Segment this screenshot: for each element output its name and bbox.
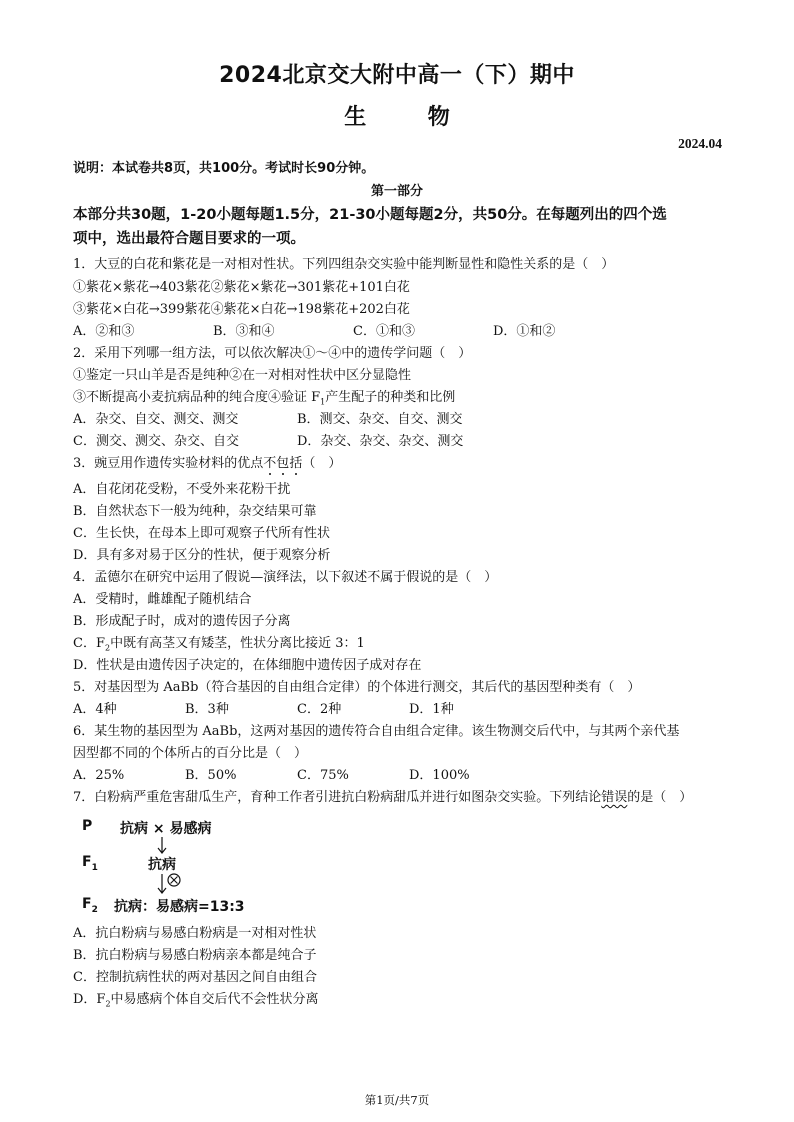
diagram-f1-value: 抗病 — [148, 857, 176, 873]
q2-line-3-sub: 1 — [320, 397, 326, 407]
q2-option-c: C．测交、测交、杂交、自交 — [73, 434, 239, 449]
subject-char-2: 物 — [427, 105, 450, 130]
q4-option-d: D．性状是由遗传因子决定的，在体细胞中遗传因子成对存在 — [73, 658, 422, 673]
q5-options — [73, 701, 454, 719]
q3-stem-emphasis — [263, 456, 302, 471]
q6-option-c: C．75% — [297, 768, 349, 783]
q7-option-d-post: 中易感病个体自交后代不会性状分离 — [110, 992, 319, 1007]
exam-title: 2024北京交大附中高一（下）期中 — [219, 63, 575, 88]
q3-stem-pre: 3．豌豆用作遗传实验材料的优点 — [73, 456, 264, 471]
arrow-down-icon — [155, 837, 169, 855]
q3-stem-post: （ ） — [302, 456, 342, 471]
q2-options-row-1 — [73, 411, 463, 429]
exam-date: 2024.04 — [678, 136, 722, 151]
diagram-f2-letter: F — [82, 896, 92, 912]
q5-option-c: C．2种 — [297, 702, 342, 717]
q4-option-c-post: 中既有高茎又有矮茎，性状分离比接近 3：1 — [110, 636, 365, 651]
q1-option-d: D．①和② — [493, 324, 556, 339]
q4-option-a: A．受精时，雌雄配子随机结合 — [73, 592, 252, 607]
instructions: 说明：本试卷共8页，共100分。考试时长90分钟。 — [73, 161, 375, 176]
q1-option-a: A．②和③ — [73, 324, 135, 339]
q7-option-c: C．控制抗病性状的两对基因之间自由组合 — [73, 970, 317, 985]
q7-option-a: A．抗白粉病与易感白粉病是一对相对性状 — [73, 926, 317, 941]
q3-option-b: B．自然状态下一般为纯种，杂交结果可靠 — [73, 504, 317, 519]
q7-option-d — [73, 991, 319, 1014]
q2-line-3-post: 产生配子的种类和比例 — [325, 390, 456, 405]
q4-option-c — [73, 635, 365, 658]
q7-stem-pre: 7．白粉病严重危害甜瓜生产，育种工作者引进抗白粉病甜瓜并进行如图杂交实验。下列结论 — [73, 790, 602, 805]
q4-option-b: B．形成配子时，成对的遗传因子分离 — [73, 614, 291, 629]
subject-title — [0, 100, 794, 131]
diagram-p-cross: 抗病 × 易感病 — [120, 821, 212, 837]
diagram-f1-letter: F — [82, 854, 92, 870]
part-title: 第一部分 — [370, 184, 423, 199]
q4-option-c-pre: C．F — [73, 636, 105, 651]
q6-stem-line-1: 6．某生物的基因型为 AaBb，这两对基因的遗传符合自由组合定律。该生物测交后代中，与其两个亲代基 — [73, 724, 680, 739]
diagram-f1-label — [82, 854, 98, 873]
q1-option-b: B．③和④ — [213, 324, 275, 339]
q3-emphasis-char: 不 — [263, 456, 277, 471]
q3-emphasis-char: 包 — [276, 456, 290, 471]
q5-stem: 5．对基因型为 AaBb（符合基因的自由组合定律）的个体进行测交，其后代的基因型种类有（ ） — [73, 680, 641, 695]
q6-option-d: D．100% — [409, 768, 470, 783]
diagram-p-label: P — [82, 818, 93, 834]
q2-line-2: ①鉴定一只山羊是否是纯种②在一对相对性状中区分显隐性 — [73, 368, 412, 383]
q4-option-c-sub: 2 — [104, 643, 111, 653]
q2-option-d: D．杂交、杂交、杂交、测交 — [297, 434, 464, 449]
q5-option-d: D．1种 — [409, 702, 454, 717]
q6-options — [73, 767, 470, 785]
q1-line-2: ①紫花×紫花→403紫花②紫花×紫花→301紫花+101白花 — [73, 280, 410, 295]
diagram-f2-label — [82, 896, 98, 915]
q3-option-d: D．具有多对易于区分的性状，便于观察分析 — [73, 548, 331, 563]
part-intro-line-2: 项中，选出最符合题目要求的一项。 — [73, 231, 305, 247]
q1-stem: 1．大豆的白花和紫花是一对相对性状。下列四组杂交实验中能判断显性和隐性关系的是（ ） — [73, 257, 615, 272]
q2-option-a: A．杂交、自交、测交、测交 — [73, 412, 239, 427]
q2-stem: 2．采用下列哪一组方法，可以依次解决①～④中的遗传学问题（ ） — [73, 346, 472, 361]
page-footer: 第1页/共7页 — [364, 1093, 430, 1107]
diagram-f2-sub: 2 — [91, 904, 98, 915]
q6-option-b: B．50% — [185, 768, 237, 783]
q7-option-b: B．抗白粉病与易感白粉病亲本都是纯合子 — [73, 948, 317, 963]
q2-line-3-pre: ③不断提高小麦抗病品种的纯合度④验证 F — [73, 390, 321, 405]
q6-option-a: A．25% — [73, 768, 125, 783]
q6-stem-line-2: 因型都不同的个体所占的百分比是（ ） — [73, 746, 308, 761]
q1-line-3: ③紫花×白花→399紫花④紫花×白花→198紫花+202白花 — [73, 302, 410, 317]
q2-options-row-2 — [73, 433, 463, 451]
q7-stem — [73, 789, 692, 807]
q1-options — [73, 323, 555, 341]
q7-stem-post: 的是（ ） — [627, 790, 693, 805]
q5-option-a: A．4种 — [73, 702, 117, 717]
q3-stem — [73, 455, 341, 473]
q5-option-b: B．3种 — [185, 702, 229, 717]
q3-option-a: A．自花闭花受粉，不受外来花粉干扰 — [73, 482, 291, 497]
part-intro-line-1: 本部分共30题，1-20小题每题1.5分，21-30小题每题2分，共50分。在每题列出的四个选 — [73, 207, 667, 223]
diagram-f1-sub: 1 — [91, 862, 98, 873]
q7-option-d-sub: 2 — [105, 999, 111, 1009]
q2-line-3 — [73, 389, 455, 412]
cross-diagram — [82, 814, 302, 920]
q1-option-c: C．①和③ — [353, 324, 415, 339]
subject-char-1: 生 — [344, 105, 367, 130]
q7-option-d-pre: D．F — [73, 992, 106, 1007]
q3-option-c: C．生长快，在母本上即可观察子代所有性状 — [73, 526, 330, 541]
self-cross-arrow-icon — [155, 872, 185, 896]
diagram-f2-value: 抗病：易感病=13:3 — [114, 899, 245, 915]
q4-stem: 4．孟德尔在研究中运用了假说—演绎法，以下叙述不属于假说的是（ ） — [73, 570, 498, 585]
q3-emphasis-char: 括 — [289, 456, 303, 471]
q2-option-b: B．测交、杂交、自交、测交 — [297, 412, 463, 427]
q7-stem-emphasis: 错误 — [601, 790, 628, 805]
